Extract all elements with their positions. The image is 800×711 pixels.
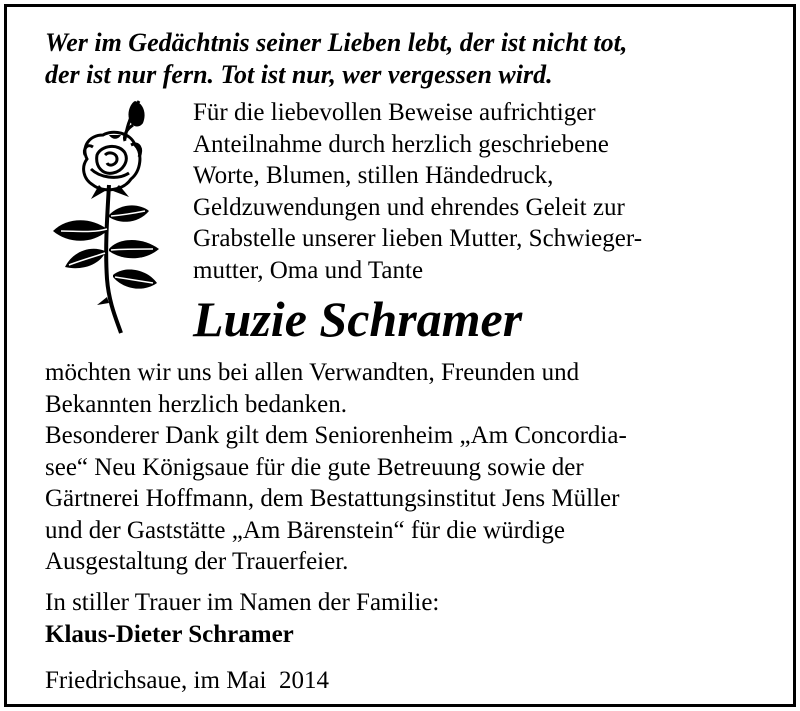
thanks-line: Besonderer Dank gilt dem Seniorenheim „Am Concordia- [45, 422, 627, 449]
thanks-line: Bekannten herzlich bedanken. [45, 390, 347, 418]
intro-line: Geldzuwendungen und ehrendes Geleit zur [193, 193, 625, 221]
obituary-frame [4, 4, 796, 707]
motto-line: Wer im Gedächtnis seiner Lieben lebt, der ist nicht tot, [45, 28, 628, 57]
signer-name: Klaus-Dieter Schramer [45, 621, 294, 648]
thanks-line: Gärtnerei Hoffmann, dem Bestattungsinstitut Jens Müller [45, 485, 620, 512]
rose-icon [47, 99, 171, 335]
thanks-line: möchten wir uns bei allen Verwandten, Freunden und [45, 359, 580, 386]
intro-line: Anteilnahme durch herzlich geschriebene [193, 130, 609, 158]
intro-line: Grabstelle unserer lieben Mutter, Schwieger- [193, 225, 643, 252]
motto [45, 27, 785, 91]
intro-line: Für die liebevollen Beweise aufrichtiger [193, 99, 596, 126]
thanks-line: see“ Neu Königsaue für die gute Betreuung sowie der [45, 453, 584, 481]
thanks-line: und der Gaststätte „Am Bärenstein“ für die würdige [45, 516, 565, 544]
intro-line: mutter, Oma und Tante [193, 256, 424, 284]
place-date: Friedrichsaue, im Mai 2014 [45, 667, 329, 694]
deceased-name: Luzie Schramer [193, 291, 523, 347]
closing-line: In stiller Trauer im Namen der Familie: [45, 589, 440, 616]
thanks-line: Ausgestaltung der Trauerfeier. [45, 548, 349, 575]
intro-line: Worte, Blumen, stillen Händedruck, [193, 162, 554, 189]
intro-text [193, 97, 793, 286]
motto-line: der ist nur fern. Tot ist nur, wer vergessen wird. [45, 60, 553, 89]
thanks-text [45, 357, 785, 578]
